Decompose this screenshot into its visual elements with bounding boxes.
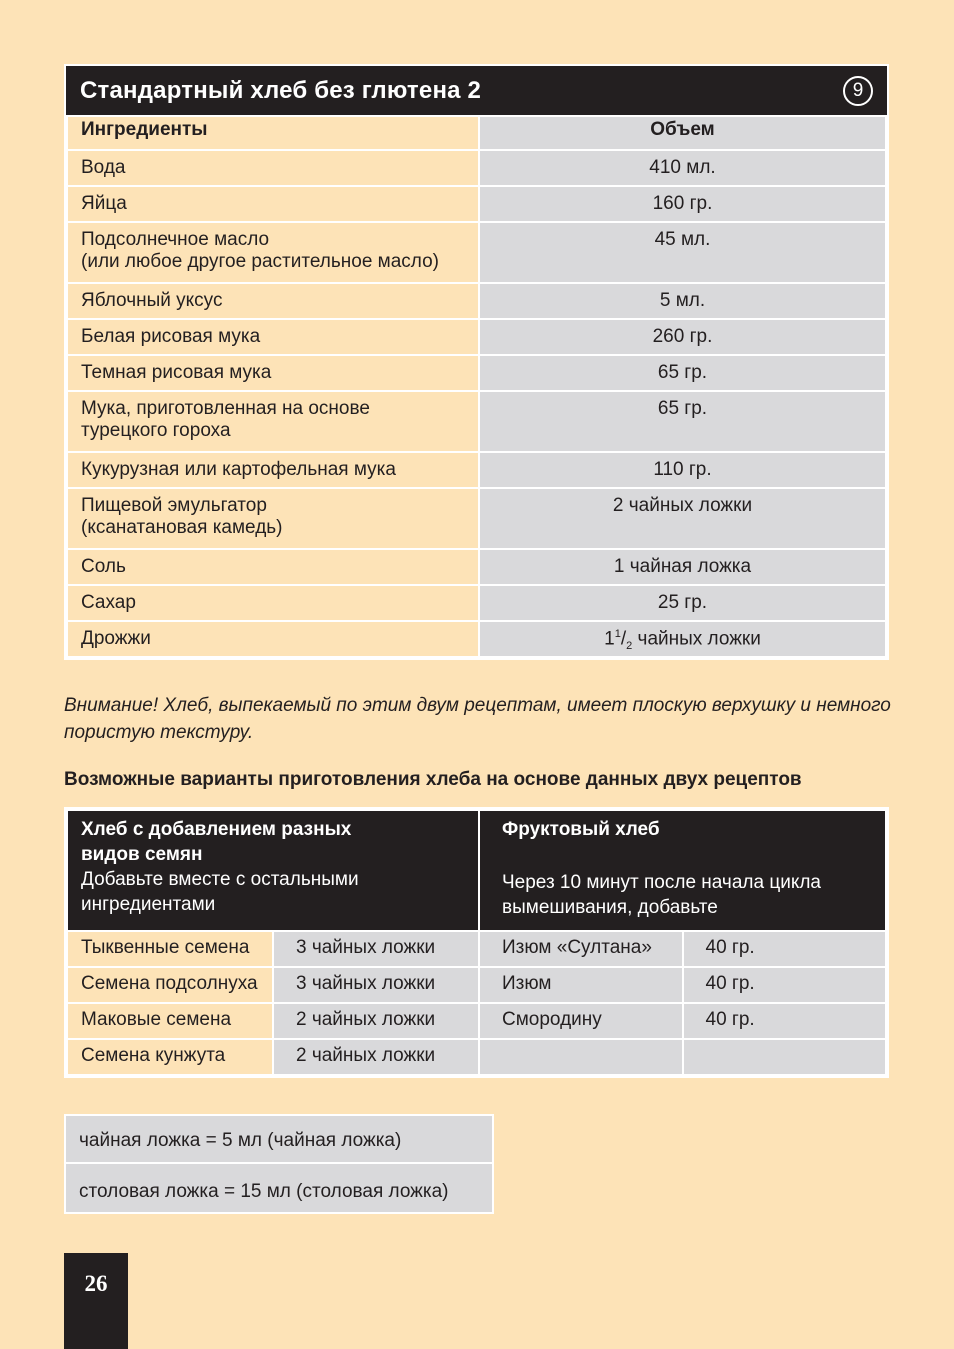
ingredient-volume: 260 гр. — [479, 319, 886, 355]
fruit-header-spacer — [502, 842, 885, 870]
table-row — [67, 452, 886, 488]
ingredient-volume: 110 гр. — [479, 452, 886, 488]
column-header-volume: Объем — [479, 116, 886, 150]
seed-amount: 2 чайных ложки — [273, 1003, 479, 1039]
fruit-name: Смородину — [479, 1003, 683, 1039]
table-row — [67, 186, 886, 222]
ingredient-name-cell — [67, 488, 479, 549]
measures-box — [64, 1114, 494, 1214]
ingredient-name-line2: турецкого гороха — [81, 420, 231, 441]
variants-table — [64, 807, 889, 1078]
fruit-name — [479, 1039, 683, 1075]
ingredient-volume: 1 чайная ложка — [479, 549, 886, 585]
table-row — [67, 549, 886, 585]
fruit-header — [479, 810, 886, 931]
fruit-desc-line2: вымешивания, добавьте — [502, 897, 718, 918]
seed-amount: 3 чайных ложки — [273, 931, 479, 967]
ingredient-name-cell — [67, 222, 479, 283]
ingredient-name: Дрожжи — [67, 621, 479, 657]
fruit-amount — [683, 1039, 887, 1075]
volume-whole: 1 — [604, 628, 615, 650]
ingredient-volume: 25 гр. — [479, 585, 886, 621]
recipe-table — [64, 64, 889, 660]
ingredient-name: Яйца — [67, 186, 479, 222]
table-row — [67, 355, 886, 391]
ingredient-name: Мука, приготовленная на основе — [81, 398, 370, 419]
seed-name: Маковые семена — [67, 1003, 273, 1039]
teaspoon-conversion: чайная ложка = 5 мл (чайная ложка) — [66, 1116, 492, 1162]
volume-fraction-denominator: 2 — [626, 640, 633, 653]
ingredient-name: Соль — [67, 549, 479, 585]
ingredient-name: Темная рисовая мука — [67, 355, 479, 391]
variants-heading: Возможные варианты приготовления хлеба на основе данных двух рецептов — [64, 769, 802, 790]
volume-fraction-numerator: 1 — [614, 628, 621, 640]
seeds-desc-line1: Добавьте вместе с остальными — [81, 869, 359, 890]
ingredient-name: Подсолнечное масло — [81, 229, 270, 250]
table-row — [67, 150, 886, 186]
table-row — [67, 488, 886, 549]
fruit-amount: 40 гр. — [683, 967, 887, 1003]
table-row — [67, 621, 886, 657]
fruit-desc-line1: Через 10 минут после начала цикла — [502, 872, 822, 893]
ingredient-volume: 410 мл. — [479, 150, 886, 186]
fruit-name: Изюм «Султана» — [479, 931, 683, 967]
table-row — [67, 283, 886, 319]
seed-amount: 2 чайных ложки — [273, 1039, 479, 1075]
fruit-title: Фруктовый хлеб — [502, 819, 660, 840]
seeds-header — [67, 810, 479, 931]
ingredient-volume: $1^1/_2$ чайных ложки — [479, 621, 886, 657]
table-row — [67, 585, 886, 621]
ingredient-name-cell — [67, 391, 479, 452]
ingredient-name-line2: (ксанатановая камедь) — [81, 517, 283, 538]
table-row — [67, 319, 886, 355]
seed-amount: 3 чайных ложки — [273, 967, 479, 1003]
ingredient-volume: 65 гр. — [479, 355, 886, 391]
column-header-ingredient: Ингредиенты — [67, 116, 479, 150]
fruit-name: Изюм — [479, 967, 683, 1003]
ingredient-volume: 2 чайных ложки — [479, 488, 886, 549]
variants-header-row — [67, 810, 886, 931]
page-number: 26 — [64, 1253, 128, 1349]
table-header-row — [67, 116, 886, 150]
seeds-desc-line2: ингредиентами — [81, 894, 216, 915]
program-number-badge: 9 — [843, 76, 873, 106]
ingredient-name-line2: (или любое другое растительное масло) — [81, 251, 440, 272]
ingredient-name: Яблочный уксус — [67, 283, 479, 319]
ingredient-volume: 65 гр. — [479, 391, 886, 452]
variants-grid — [66, 809, 887, 1076]
ingredient-name: Сахар — [67, 585, 479, 621]
fruit-amount: 40 гр. — [683, 1003, 887, 1039]
ingredient-volume: 45 мл. — [479, 222, 886, 283]
table-row — [67, 931, 886, 967]
ingredient-volume: 5 мл. — [479, 283, 886, 319]
table-row — [67, 391, 886, 452]
table-row — [67, 1003, 886, 1039]
recipe-header — [66, 66, 887, 115]
tablespoon-conversion: столовая ложка = 15 мл (столовая ложка) — [66, 1162, 492, 1212]
ingredient-volume: 160 гр. — [479, 186, 886, 222]
volume-unit: чайных ложки — [632, 628, 761, 650]
ingredient-name: Вода — [67, 150, 479, 186]
attention-note: Внимание! Хлеб, выпекаемый по этим двум рецептам, имеет плоскую верхушку и немного пористую текстуру. — [64, 695, 891, 743]
seeds-title-line1: Хлеб с добавлением разных — [81, 819, 352, 840]
ingredient-name: Кукурузная или картофельная мука — [67, 452, 479, 488]
seed-name: Тыквенные семена — [67, 931, 273, 967]
ingredients-table — [66, 115, 887, 658]
table-row — [67, 967, 886, 1003]
table-row — [67, 222, 886, 283]
table-row — [67, 1039, 886, 1075]
seed-name: Семена кунжута — [67, 1039, 273, 1075]
fruit-amount: 40 гр. — [683, 931, 887, 967]
recipe-title: Стандартный хлеб без глютена 2 — [80, 76, 482, 104]
seeds-title-line2: видов семян — [81, 844, 203, 865]
ingredient-name: Пищевой эмульгатор — [81, 495, 267, 516]
seed-name: Семена подсолнуха — [67, 967, 273, 1003]
ingredient-name: Белая рисовая мука — [67, 319, 479, 355]
